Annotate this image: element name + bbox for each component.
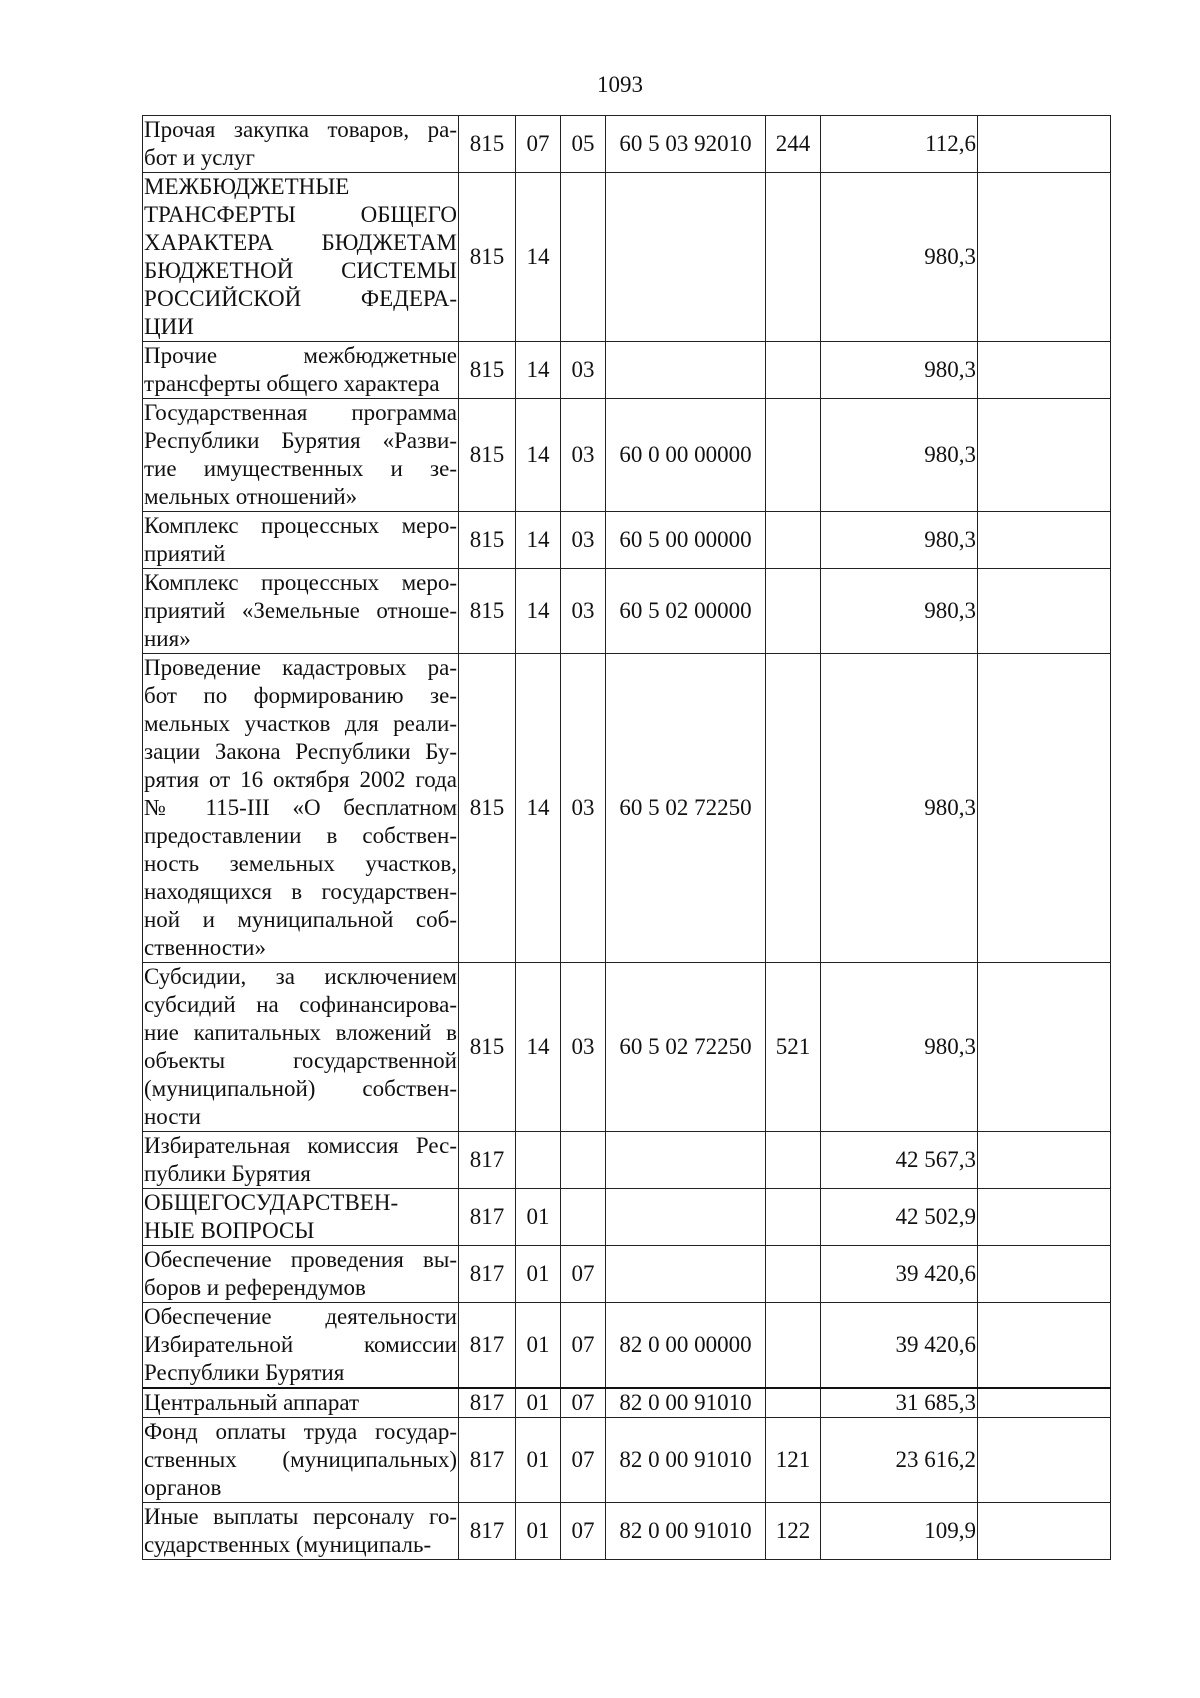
vr-cell (766, 173, 821, 342)
blank-cell (978, 1132, 1111, 1189)
pr-cell: 07 (561, 1303, 606, 1389)
blank-cell (978, 1418, 1111, 1503)
csr-cell: 60 0 00 00000 (606, 399, 766, 512)
sum-cell: 980,3 (821, 399, 978, 512)
sum-cell: 23 616,2 (821, 1418, 978, 1503)
ved-cell: 817 (459, 1246, 516, 1303)
ved-cell: 815 (459, 342, 516, 399)
vr-cell (766, 1189, 821, 1246)
table-row (143, 342, 1111, 399)
csr-cell: 60 5 00 00000 (606, 512, 766, 569)
table-row (143, 1418, 1111, 1503)
row-name: Комплекс процессных меро- приятий (143, 512, 459, 569)
sum-cell: 42 567,3 (821, 1132, 978, 1189)
table-row (143, 1303, 1111, 1389)
csr-cell: 82 0 00 00000 (606, 1303, 766, 1389)
table-row (143, 654, 1111, 963)
rz-cell: 01 (516, 1418, 561, 1503)
row-name: Избирательная комиссия Рес- публики Бурятия (143, 1132, 459, 1189)
table-row (143, 512, 1111, 569)
vr-cell (766, 342, 821, 399)
sum-cell: 39 420,6 (821, 1246, 978, 1303)
sum-cell: 980,3 (821, 342, 978, 399)
table-row (143, 569, 1111, 654)
pr-cell: 07 (561, 1246, 606, 1303)
sum-cell: 980,3 (821, 569, 978, 654)
sum-cell: 980,3 (821, 963, 978, 1132)
row-name: Прочая закупка товаров, ра- бот и услуг (143, 116, 459, 173)
sum-cell: 39 420,6 (821, 1303, 978, 1389)
csr-cell: 60 5 02 72250 (606, 654, 766, 963)
csr-cell: 60 5 02 00000 (606, 569, 766, 654)
csr-cell (606, 1132, 766, 1189)
pr-cell: 05 (561, 116, 606, 173)
sum-cell: 31 685,3 (821, 1388, 978, 1418)
csr-cell: 60 5 02 72250 (606, 963, 766, 1132)
ved-cell: 815 (459, 654, 516, 963)
ved-cell: 815 (459, 173, 516, 342)
csr-cell: 82 0 00 91010 (606, 1503, 766, 1560)
table-row (143, 1503, 1111, 1560)
rz-cell: 01 (516, 1503, 561, 1560)
csr-cell: 82 0 00 91010 (606, 1418, 766, 1503)
row-name: Обеспечение деятельности Избирательной комиссии Республики Бурятия (143, 1303, 459, 1389)
pr-cell: 07 (561, 1388, 606, 1418)
csr-cell (606, 1189, 766, 1246)
row-name: Комплекс процессных меро- приятий «Земельные отноше- ния» (143, 569, 459, 654)
csr-cell (606, 1246, 766, 1303)
row-name: Обеспечение проведения вы- боров и референдумов (143, 1246, 459, 1303)
pr-cell: 03 (561, 569, 606, 654)
sum-cell: 42 502,9 (821, 1189, 978, 1246)
pr-cell: 07 (561, 1503, 606, 1560)
row-name: Субсидии, за исключением субсидий на софинансирова- ние капитальных вложений в объекты государственной (муниципальной) собствен- ности (143, 963, 459, 1132)
ved-cell: 815 (459, 399, 516, 512)
csr-cell (606, 342, 766, 399)
pr-cell: 03 (561, 654, 606, 963)
ved-cell: 815 (459, 512, 516, 569)
ved-cell: 817 (459, 1303, 516, 1389)
csr-cell: 60 5 03 92010 (606, 116, 766, 173)
table-row (143, 1189, 1111, 1246)
blank-cell (978, 963, 1111, 1132)
ved-cell: 817 (459, 1503, 516, 1560)
rz-cell: 14 (516, 963, 561, 1132)
ved-cell: 817 (459, 1189, 516, 1246)
ved-cell: 817 (459, 1388, 516, 1418)
pr-cell: 07 (561, 1418, 606, 1503)
vr-cell: 244 (766, 116, 821, 173)
blank-cell (978, 1189, 1111, 1246)
row-name: Иные выплаты персоналу го- сударственных (муниципаль- (143, 1503, 459, 1560)
row-name: Прочие межбюджетные трансферты общего характера (143, 342, 459, 399)
ved-cell: 815 (459, 963, 516, 1132)
pr-cell: 03 (561, 963, 606, 1132)
table-row (143, 1132, 1111, 1189)
vr-cell (766, 399, 821, 512)
vr-cell (766, 654, 821, 963)
vr-cell (766, 569, 821, 654)
pr-cell: 03 (561, 342, 606, 399)
blank-cell (978, 1303, 1111, 1389)
sum-cell: 980,3 (821, 173, 978, 342)
table-row (143, 399, 1111, 512)
rz-cell: 14 (516, 342, 561, 399)
vr-cell (766, 512, 821, 569)
sum-cell: 980,3 (821, 654, 978, 963)
blank-cell (978, 116, 1111, 173)
pr-cell (561, 1132, 606, 1189)
blank-cell (978, 654, 1111, 963)
rz-cell: 07 (516, 116, 561, 173)
row-name: Центральный аппарат (143, 1388, 459, 1418)
sum-cell: 980,3 (821, 512, 978, 569)
table-row (143, 1246, 1111, 1303)
rz-cell: 14 (516, 173, 561, 342)
vr-cell (766, 1132, 821, 1189)
ved-cell: 815 (459, 116, 516, 173)
blank-cell (978, 1388, 1111, 1418)
sum-cell: 109,9 (821, 1503, 978, 1560)
rz-cell: 01 (516, 1246, 561, 1303)
rz-cell: 01 (516, 1189, 561, 1246)
blank-cell (978, 399, 1111, 512)
pr-cell: 03 (561, 512, 606, 569)
page-number: 1093 (597, 72, 643, 97)
rz-cell: 01 (516, 1303, 561, 1389)
rz-cell: 14 (516, 569, 561, 654)
ved-cell: 815 (459, 569, 516, 654)
blank-cell (978, 569, 1111, 654)
vr-cell: 521 (766, 963, 821, 1132)
vr-cell: 121 (766, 1418, 821, 1503)
pr-cell (561, 1189, 606, 1246)
sum-cell: 112,6 (821, 116, 978, 173)
rz-cell (516, 1132, 561, 1189)
row-name: Проведение кадастровых ра- бот по формированию зе- мельных участков для реали- зации Закона Республики Бу- рятия от 16 октября 2002 года № 115-III «О бесплатном предоставлении в собствен- ность земельных участков, находящихся в государствен- ной и муниципальной соб- ственности» (143, 654, 459, 963)
csr-cell (606, 173, 766, 342)
table-row (143, 1388, 1111, 1418)
pr-cell (561, 173, 606, 342)
ved-cell: 817 (459, 1418, 516, 1503)
vr-cell (766, 1388, 821, 1418)
vr-cell: 122 (766, 1503, 821, 1560)
blank-cell (978, 512, 1111, 569)
csr-cell: 82 0 00 91010 (606, 1388, 766, 1418)
blank-cell (978, 173, 1111, 342)
row-name: ОБЩЕГОСУДАРСТВЕН- НЫЕ ВОПРОСЫ (143, 1189, 459, 1246)
row-name: МЕЖБЮДЖЕТНЫЕ ТРАНСФЕРТЫ ОБЩЕГО ХАРАКТЕРА БЮДЖЕТАМ БЮДЖЕТНОЙ СИСТЕМЫ РОССИЙСКОЙ ФЕДЕРА- ЦИИ (143, 173, 459, 342)
rz-cell: 14 (516, 512, 561, 569)
rz-cell: 14 (516, 399, 561, 512)
rz-cell: 01 (516, 1388, 561, 1418)
rz-cell: 14 (516, 654, 561, 963)
blank-cell (978, 342, 1111, 399)
row-name: Фонд оплаты труда государ- ственных (муниципальных) органов (143, 1418, 459, 1503)
ved-cell: 817 (459, 1132, 516, 1189)
budget-table (142, 115, 1111, 1560)
blank-cell (978, 1503, 1111, 1560)
vr-cell (766, 1303, 821, 1389)
pr-cell: 03 (561, 399, 606, 512)
table-row (143, 173, 1111, 342)
table-row (143, 116, 1111, 173)
table-row (143, 963, 1111, 1132)
blank-cell (978, 1246, 1111, 1303)
row-name: Государственная программа Республики Бурятия «Разви- тие имущественных и зе- мельных отношений» (143, 399, 459, 512)
vr-cell (766, 1246, 821, 1303)
